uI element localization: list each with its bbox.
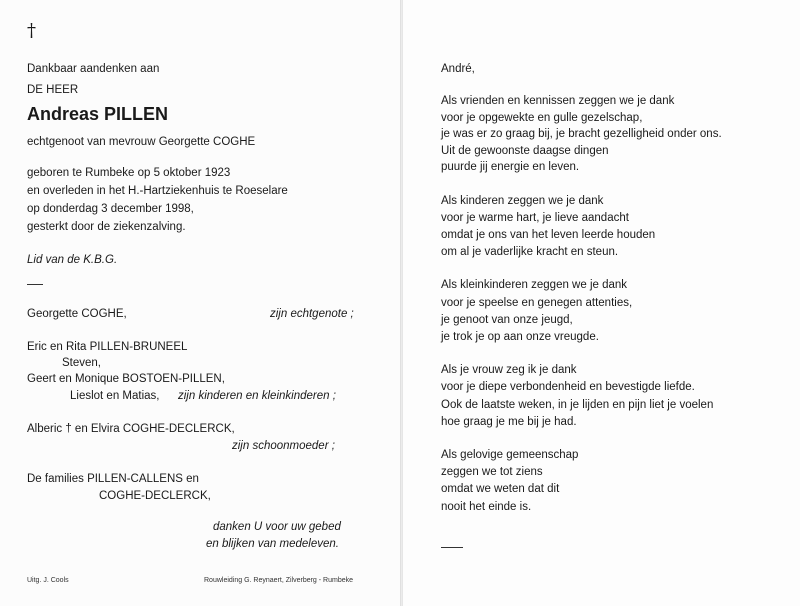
poem-line: voor je diepe verbondenheid en bevestigde liefde. — [441, 381, 695, 393]
cross-icon: † — [27, 20, 36, 41]
grandchildren2-line: Lieslot en Matias, — [70, 390, 160, 402]
salutation: André, — [441, 63, 475, 75]
died-date-line: op donderdag 3 december 1998, — [27, 203, 194, 215]
sacrament-line: gesterkt door de ziekenzalving. — [27, 221, 186, 233]
separator-dash — [27, 284, 43, 285]
families-line-1: De families PILLEN-CALLENS en — [27, 473, 199, 485]
deceased-name: Andreas PILLEN — [27, 104, 169, 124]
thanks-line-2: en blijken van medeleven. — [206, 538, 339, 550]
poem-line: omdat je ons van het leven leerde houden — [441, 229, 656, 241]
footer-publisher: Uitg. J. Cools — [27, 577, 69, 584]
right-panel — [403, 0, 800, 606]
poem-line: je was er zo graag bij, je bracht gezelligheid onder ons. — [441, 128, 722, 140]
poem-line: omdat we weten dat dit — [441, 483, 560, 495]
died-place-line: en overleden in het H.-Hartziekenhuis te Roeselare — [27, 185, 288, 197]
poem-line: voor je opgewekte en gulle gezelschap, — [441, 112, 643, 124]
poem-line: je trok je op aan onze vreugde. — [441, 331, 599, 343]
child1-line: Eric en Rita PILLEN-BRUNEEL — [27, 341, 188, 353]
dedication-text: Dankbaar aandenken aan — [27, 63, 160, 75]
poem-line: voor je warme hart, je lieve aandacht — [441, 212, 629, 224]
wife-name: Georgette COGHE, — [27, 308, 127, 320]
footer-undertaker: Rouwleiding G. Reynaert, Zilverberg - Rumbeke — [204, 577, 354, 584]
families-line-2: COGHE-DECLERCK, — [99, 490, 211, 502]
grandchild1-line: Steven, — [62, 357, 101, 369]
child2-line: Geert en Monique BOSTOEN-PILLEN, — [27, 373, 225, 385]
title-prefix: DE HEER — [27, 84, 79, 96]
born-line: geboren te Rumbeke op 5 oktober 1923 — [27, 167, 231, 179]
poem-line: Als vrienden en kennissen zeggen we je dank — [441, 95, 675, 107]
poem-line: Als kinderen zeggen we je dank — [441, 195, 604, 207]
membership-line: Lid van de K.B.G. — [27, 254, 118, 266]
poem-line: Als gelovige gemeenschap — [441, 449, 579, 461]
spouse-line: echtgenoot van mevrouw Georgette COGHE — [27, 136, 256, 148]
poem-line: zeggen we tot ziens — [441, 466, 543, 478]
poem-line: puurde jij energie en leven. — [441, 161, 580, 173]
thanks-line-1: danken U voor uw gebed — [213, 521, 341, 533]
poem-line: Ook de laatste weken, in je lijden en pijn liet je voelen — [441, 399, 714, 411]
children-relation: zijn kinderen en kleinkinderen ; — [178, 390, 336, 402]
closing-dash — [441, 547, 463, 548]
poem-line: voor je speelse en genegen attenties, — [441, 297, 633, 309]
mother-in-law-line: Alberic † en Elvira COGHE-DECLERCK, — [27, 423, 235, 435]
poem-line: hoe graag je me bij je had. — [441, 416, 577, 428]
poem-line: om al je vaderlijke kracht en steun. — [441, 246, 619, 258]
poem-line: Als je vrouw zeg ik je dank — [441, 364, 577, 376]
wife-relation: zijn echtgenote ; — [270, 308, 354, 320]
poem-line: je genoot van onze jeugd, — [441, 314, 573, 326]
poem-line: Uit de gewoonste daagse dingen — [441, 145, 609, 157]
poem-line: nooit het einde is. — [441, 501, 532, 513]
mother-in-law-relation: zijn schoonmoeder ; — [232, 440, 335, 452]
poem-line: Als kleinkinderen zeggen we je dank — [441, 279, 628, 291]
